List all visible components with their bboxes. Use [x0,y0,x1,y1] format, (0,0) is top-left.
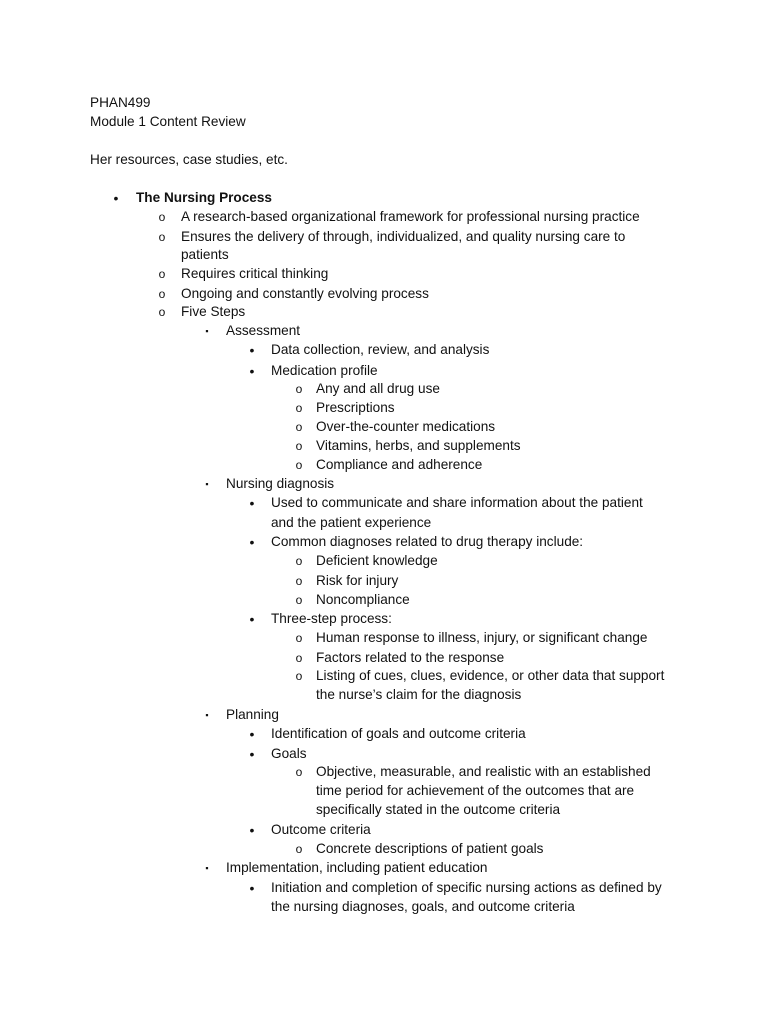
list-item: Vitamins, herbs, and supplements [316,438,521,453]
document-title: Module 1 Content Review [90,114,246,129]
list-item-continuation: specifically stated in the outcome criteria [316,802,561,817]
circle-marker: o [295,765,303,779]
list-item: Initiation and completion of specific nursing actions as defined by [271,880,662,895]
square-marker: ▪ [205,710,209,720]
step-assessment: Assessment [226,323,301,338]
list-item: Data collection, review, and analysis [271,342,490,357]
bullet-marker: • [249,746,255,762]
circle-marker: o [158,230,166,244]
bullet-marker: • [249,342,255,358]
list-item: Objective, measurable, and realistic with an established [316,764,651,779]
list-item-continuation: the nurse’s claim for the diagnosis [316,687,522,702]
bullet-marker: • [249,611,255,627]
circle-marker: o [158,210,166,224]
bullet-marker: • [249,534,255,550]
list-item: Any and all drug use [316,381,440,396]
circle-marker: o [295,651,303,665]
list-item: Listing of cues, clues, evidence, or other data that support [316,668,665,683]
list-item: Concrete descriptions of patient goals [316,841,544,856]
list-item-continuation: patients [181,247,229,262]
list-item: Over-the-counter medications [316,419,496,434]
square-marker: ▪ [205,863,209,873]
list-item: A research-based organizational framework for professional nursing practice [181,209,640,224]
list-item-continuation: and the patient experience [271,515,432,530]
list-item: Goals [271,746,307,761]
list-item: Prescriptions [316,400,395,415]
square-marker: ▪ [205,326,209,336]
step-planning: Planning [226,707,279,722]
bullet-marker: • [249,363,255,379]
circle-marker: o [295,631,303,645]
step-nursing-diagnosis: Nursing diagnosis [226,476,335,491]
list-item: Five Steps [181,304,246,319]
circle-marker: o [295,669,303,683]
circle-marker: o [158,305,166,319]
list-item: Identification of goals and outcome criteria [271,726,526,741]
list-item: Ensures the delivery of through, individualized, and quality nursing care to [181,229,626,244]
list-item: Ongoing and constantly evolving process [181,286,429,301]
bullet-marker: • [249,822,255,838]
circle-marker: o [295,439,303,453]
list-item: Deficient knowledge [316,553,438,568]
list-item: Risk for injury [316,573,399,588]
bullet-marker: • [113,190,119,206]
section-title: The Nursing Process [136,190,272,205]
circle-marker: o [295,574,303,588]
bullet-marker: • [249,495,255,511]
list-item-continuation: time period for achievement of the outcomes that are [316,783,635,798]
bullet-marker: • [249,726,255,742]
list-item: Noncompliance [316,592,410,607]
circle-marker: o [295,458,303,472]
list-item: Compliance and adherence [316,457,483,472]
list-item: Common diagnoses related to drug therapy include: [271,534,584,549]
intro-text: Her resources, case studies, etc. [90,152,288,167]
list-item: Medication profile [271,363,378,378]
step-implementation: Implementation, including patient education [226,860,488,875]
list-item-continuation: the nursing diagnoses, goals, and outcome criteria [271,899,575,914]
circle-marker: o [295,554,303,568]
circle-marker: o [295,593,303,607]
square-marker: ▪ [205,479,209,489]
list-item: Factors related to the response [316,650,505,665]
circle-marker: o [158,267,166,281]
list-item: Requires critical thinking [181,266,329,281]
bullet-marker: • [249,880,255,896]
circle-marker: o [295,382,303,396]
list-item: Used to communicate and share information about the patient [271,495,643,510]
list-item: Human response to illness, injury, or significant change [316,630,648,645]
circle-marker: o [295,401,303,415]
circle-marker: o [295,842,303,856]
circle-marker: o [295,420,303,434]
circle-marker: o [158,287,166,301]
list-item: Outcome criteria [271,822,371,837]
course-code: PHAN499 [90,95,151,110]
list-item: Three-step process: [271,611,392,626]
